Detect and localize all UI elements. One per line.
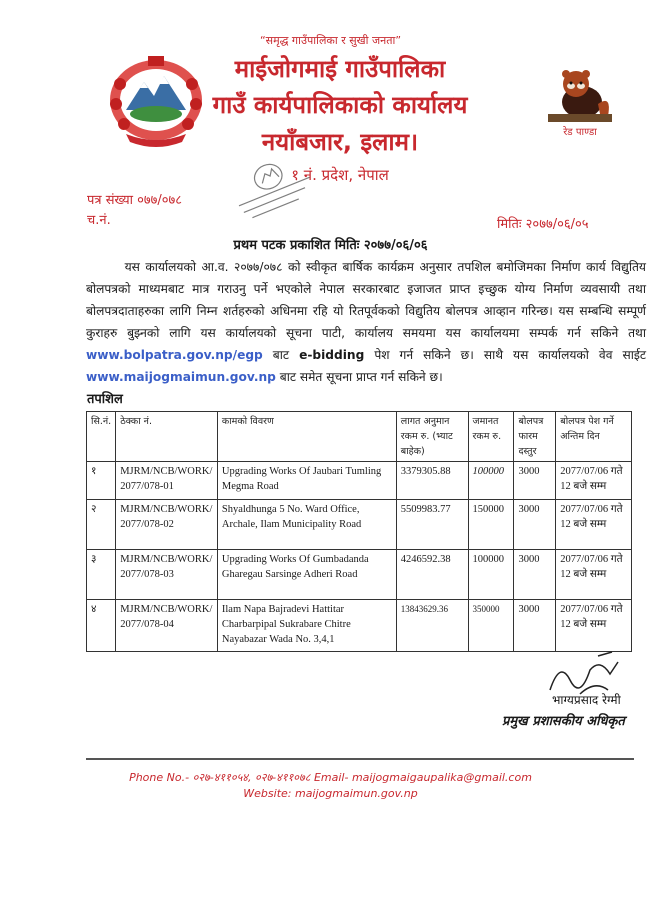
cell-deadline: 2077/07/06 गते 12 बजे सम्म	[556, 462, 632, 500]
header-deadline: बोलपत्र पेश गर्ने अन्तिम दिन	[556, 412, 632, 462]
header-security: जमानत रकम रु.	[468, 412, 514, 462]
cell-description: Shyaldhunga 5 No. Ward Office, Archale, Ilam Municipality Road	[217, 500, 396, 550]
website-link[interactable]: www.maijogmaimun.gov.np	[86, 370, 276, 384]
schedule-title: तपशिल	[87, 392, 123, 407]
header-description: कामको विवरण	[217, 412, 396, 462]
footer-contact: Phone No.- ०२७-४११०५४, ०२७-४११०७८ Email- maijogmaigaupalika@gmail.com	[129, 771, 532, 784]
table-row	[87, 462, 632, 500]
header-sn: सि.नं.	[87, 412, 116, 462]
cell-contract: MJRM/NCB/WORK/2077/078-03	[116, 550, 218, 600]
cell-sn: ४	[87, 600, 116, 652]
table-header-row	[87, 412, 632, 462]
header-estimate: लागत अनुमान रकम रु. (भ्याट बाहेक)	[396, 412, 468, 462]
table-row	[87, 600, 632, 652]
cell-sn: १	[87, 462, 116, 500]
office-stamp-icon	[222, 146, 322, 226]
cell-deadline: 2077/07/06 गते 12 बजे सम्म	[556, 550, 632, 600]
letter-date: मितिः २०७७/०६/०५	[497, 217, 589, 232]
cell-description: Upgrading Works Of Gumbadanda Gharegau Sarsinge Adheri Road	[217, 550, 396, 600]
cell-sn: ३	[87, 550, 116, 600]
cell-sn: २	[87, 500, 116, 550]
cell-security: 350000	[468, 600, 514, 652]
ebidding-text: e-bidding	[299, 348, 365, 362]
body-text-4: बाट समेत सूचना प्राप्त गर्न सकिने छ।	[279, 370, 443, 384]
tender-table	[86, 411, 632, 652]
footer-divider	[86, 758, 634, 760]
header-fee: बोलपत्र फारम दस्तुर	[514, 412, 556, 462]
footer-website: Website: maijogmaimun.gov.np	[243, 787, 418, 800]
cell-contract: MJRM/NCB/WORK/2077/078-02	[116, 500, 218, 550]
notice-body	[86, 256, 646, 388]
panda-caption: रेड पाण्डा	[563, 127, 597, 138]
cell-deadline: 2077/07/06 गते 12 बजे सम्म	[556, 500, 632, 550]
dispatch-number: च.नं.	[87, 213, 111, 228]
cell-fee: 3000	[514, 550, 556, 600]
cell-security: 100000	[468, 550, 514, 600]
cell-security: 150000	[468, 500, 514, 550]
motto: “समृद्ध गाउँपालिका र सुखी जनता”	[259, 34, 402, 47]
signatory-name: भाग्यप्रसाद रेग्मी	[552, 693, 621, 707]
table-row	[87, 500, 632, 550]
cell-deadline: 2077/07/06 गते 12 बजे सम्म	[556, 600, 632, 652]
cell-security: 100000	[468, 462, 514, 500]
cell-description: Upgrading Works Of Jaubari Tumling Megma Road	[217, 462, 396, 500]
signatory-title: प्रमुख प्रशासकीय अधिकृत	[502, 714, 625, 729]
bolpatra-link[interactable]: www.bolpatra.gov.np/egp	[86, 348, 263, 362]
cell-fee: 3000	[514, 500, 556, 550]
cell-fee: 3000	[514, 600, 556, 652]
published-date: प्रथम पटक प्रकाशित मितिः २०७७/०६/०६	[233, 238, 428, 253]
reference-number: पत्र संख्या ०७७/०७८	[87, 193, 183, 208]
province-line: १ नं. प्रदेश, नेपाल	[291, 166, 389, 184]
body-text-1: यस कार्यालयको आ.व. २०७७/०७८ को स्वीकृत बार्षिक कार्यक्रम अनुसार तपशिल बमोजिमका निर्माण कार्य विद्युतिय बोलपत्रको माध्यमबाट मात्र गराउनु पर्ने भएकोले नेपाल सरकारबाट इजाजत प्राप्त इच्छुक योग्य निर्माण व्यवसायी तथा बोलपत्रदाताहरुका लागि निम्न शर्तहरुको अधिनमा रहि यो रितपूर्वकको विद्युतिय बोलपत्र आव्हान गरिन्छ। यस सम्बन्धि सम्पूर्ण कुराहरु बुझ्नको लागि यस कार्यालयको सूचना पाटी, कार्यालय समयमा यस कार्यालयमा सम्पर्क गर्न सकिने तथा	[86, 260, 646, 340]
cell-estimate: 3379305.88	[396, 462, 468, 500]
org-name: माईजोगमाई गाउँपालिका	[234, 55, 446, 83]
cell-estimate: 13843629.36	[396, 600, 468, 652]
cell-estimate: 5509983.77	[396, 500, 468, 550]
header-contract: ठेक्का नं.	[116, 412, 218, 462]
cell-estimate: 4246592.38	[396, 550, 468, 600]
body-text-3: पेश गर्न सकिने छ। साथै यस कार्यालयको वेव साईट	[374, 348, 646, 362]
cell-contract: MJRM/NCB/WORK/2077/078-01	[116, 462, 218, 500]
cell-contract: MJRM/NCB/WORK/2077/078-04	[116, 600, 218, 652]
office-name: गाउँ कार्यपालिकाको कार्यालय	[212, 91, 468, 119]
cell-fee: 3000	[514, 462, 556, 500]
table-row	[87, 550, 632, 600]
office-location: नयाँबजार, इलाम।	[261, 128, 419, 156]
cell-description: Ilam Napa Bajradevi Hattitar Charbarpipal Sukrabare Chitre Nayabazar Wada No. 3,4,1	[217, 600, 396, 652]
body-text-2: बाट	[272, 348, 290, 362]
